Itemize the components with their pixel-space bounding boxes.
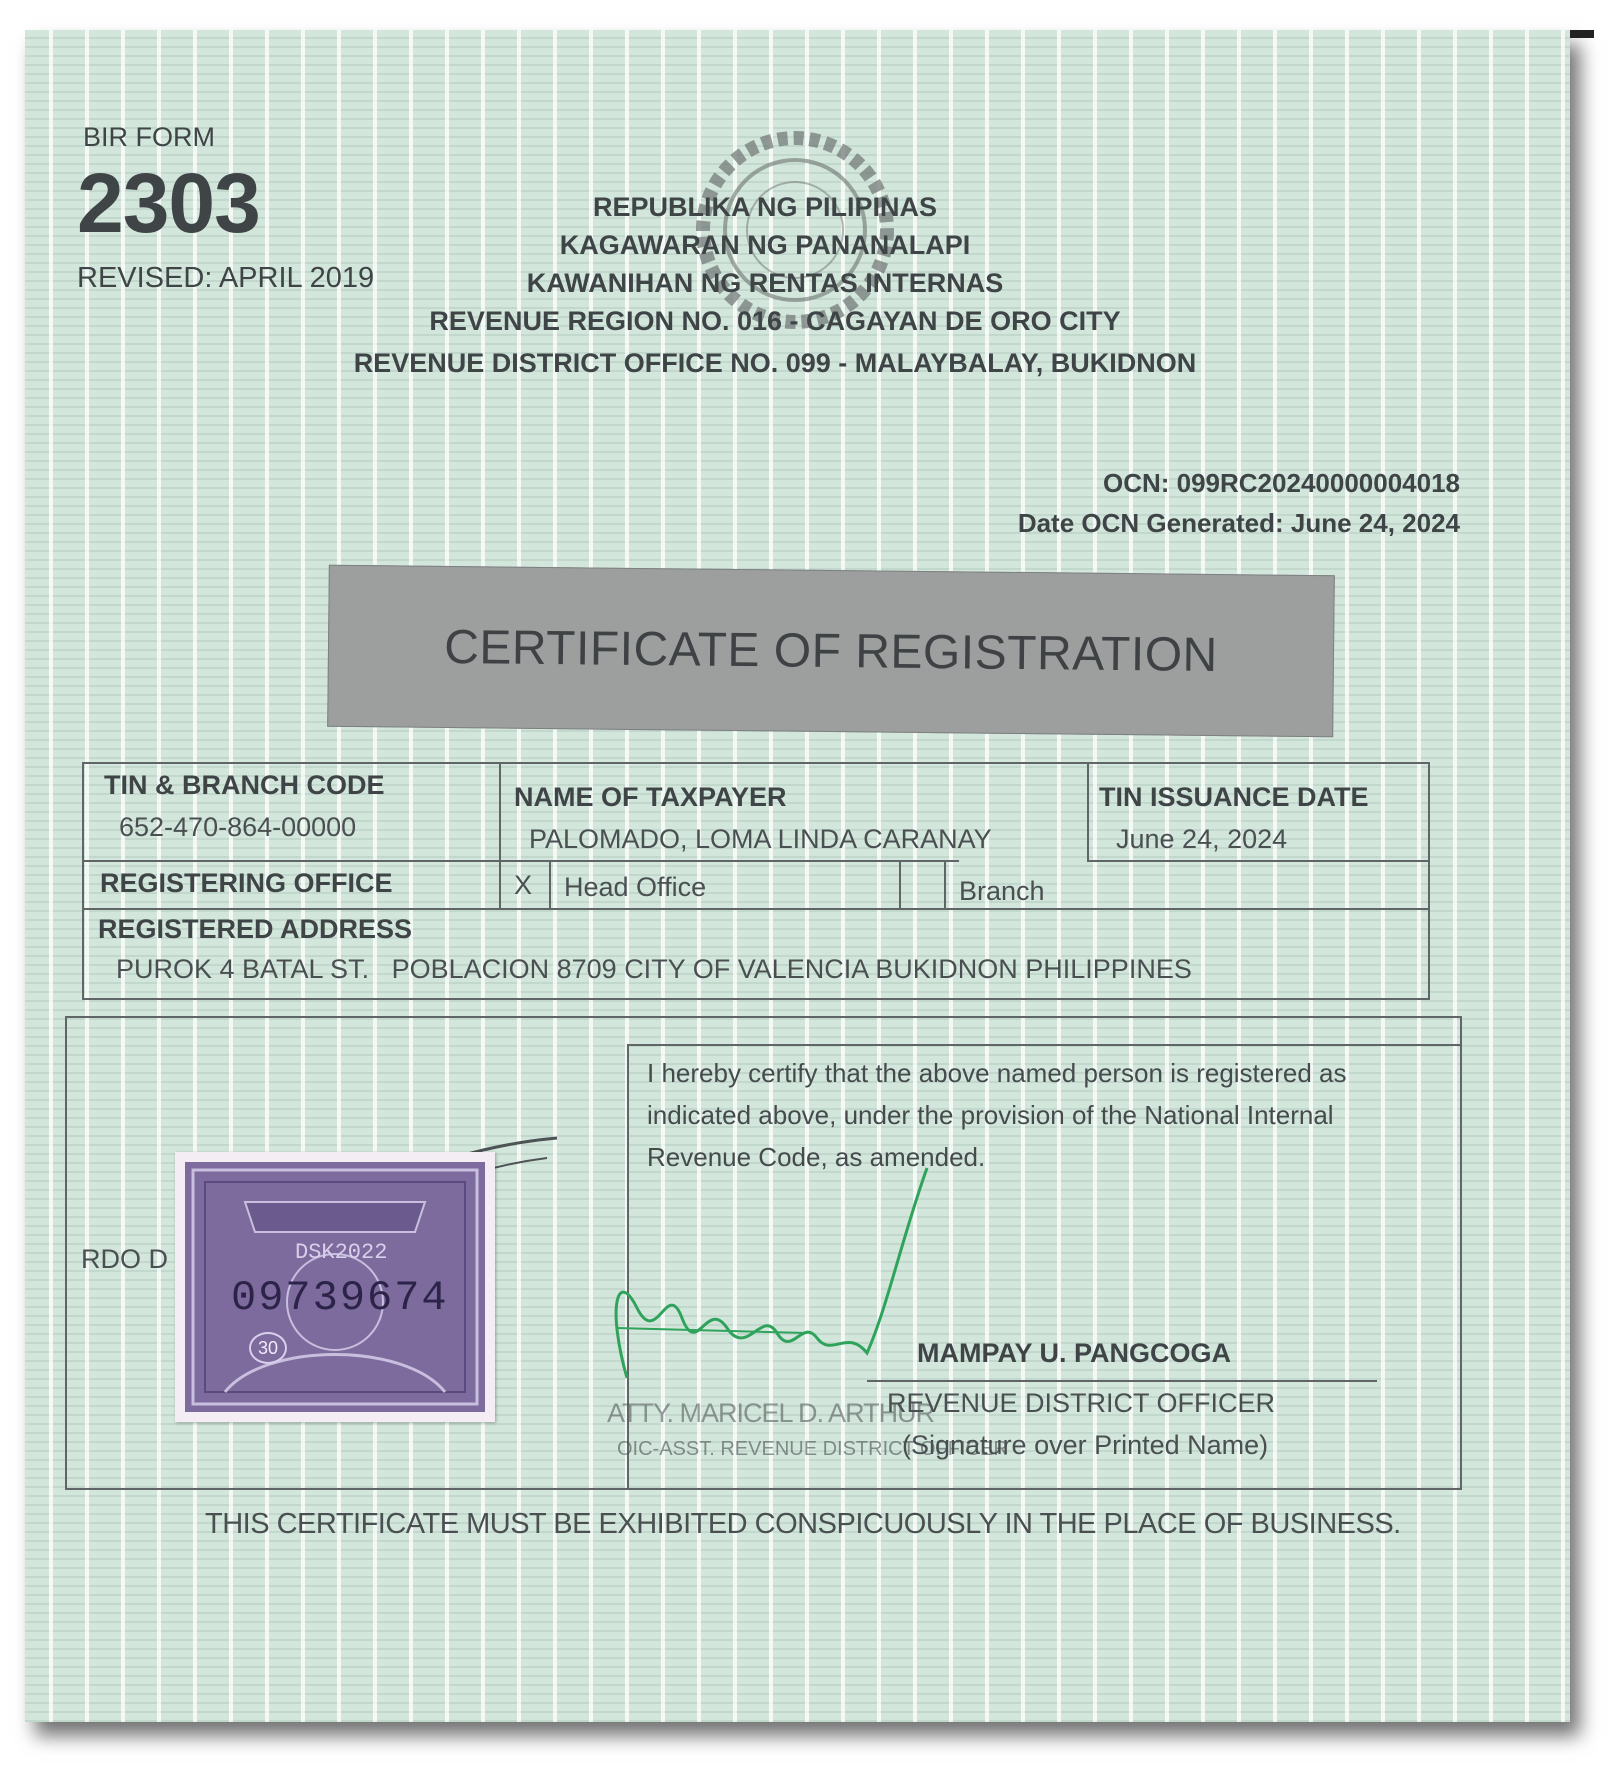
oic-stamp-title: OIC-ASST. REVENUE DISTRICT OFFICER — [617, 1438, 1008, 1460]
certification-statement: I hereby certify that the above named person is registered as indicated above, under the provision of the National Internal Revenue Code, as amended. — [647, 1058, 1347, 1172]
divider — [84, 908, 1428, 910]
divider — [549, 860, 551, 908]
divider — [499, 764, 501, 860]
certificate-title: CERTIFICATE OF REGISTRATION — [443, 620, 1219, 682]
certificate-title-banner — [327, 565, 1335, 738]
divider — [627, 1044, 1460, 1046]
divider — [499, 860, 959, 862]
form-revision: REVISED: APRIL 2019 — [77, 262, 375, 294]
documentary-stamp — [175, 1152, 495, 1422]
taxpayer-name-label: NAME OF TAXPAYER — [514, 782, 787, 812]
signature-line — [867, 1380, 1377, 1382]
divider — [84, 860, 499, 862]
divider — [499, 860, 501, 908]
header-line-4: REVENUE REGION NO. 016 - CAGAYAN DE ORO CITY — [429, 306, 1121, 336]
tin-issuance-label: TIN ISSUANCE DATE — [1099, 782, 1369, 812]
registering-office-label: REGISTERING OFFICE — [100, 868, 393, 898]
header-line-2: KAGAWARAN NG PANANALAPI — [559, 230, 971, 260]
ocn-date: Date OCN Generated: June 24, 2024 — [1017, 508, 1460, 538]
stamp-serial: 09739674 — [231, 1274, 449, 1322]
tin-value: 652-470-864-00000 — [119, 812, 357, 842]
oic-stamp-name: ATTY. MARICEL D. ARTHUR — [607, 1398, 935, 1428]
head-office-label: Head Office — [564, 872, 707, 902]
form-label: BIR FORM — [83, 122, 215, 152]
rdo-label: RDO D — [81, 1244, 168, 1274]
form-number: 2303 — [77, 156, 260, 250]
divider — [1087, 764, 1089, 860]
registered-address-value: PUROK 4 BATAL ST. POBLACION 8709 CITY OF VALENCIA BUKIDNON PHILIPPINES — [116, 954, 1192, 984]
officer-title: REVENUE DISTRICT OFFICER — [887, 1388, 1276, 1418]
certificate-paper — [25, 30, 1570, 1722]
signature-note: (Signature over Printed Name) — [902, 1430, 1269, 1460]
registration-table — [82, 762, 1430, 1000]
header-line-5: REVENUE DISTRICT OFFICE NO. 099 - MALAYBALAY, BUKIDNON — [353, 348, 1197, 378]
divider — [899, 860, 901, 908]
signature-icon — [587, 1158, 937, 1388]
divider — [1087, 860, 1428, 862]
officer-name: MAMPAY U. PANGCOGA — [917, 1338, 1232, 1368]
registered-address-label: REGISTERED ADDRESS — [98, 914, 413, 944]
stamp-series: DSK2022 — [295, 1240, 388, 1265]
ocn-number: OCN: 099RC20240000004018 — [1102, 468, 1460, 498]
header-line-1: REPUBLIKA NG PILIPINAS — [592, 192, 938, 222]
tin-label: TIN & BRANCH CODE — [104, 770, 385, 800]
stamp-face — [185, 1162, 485, 1412]
divider — [944, 860, 946, 908]
stamp-denomination: 30 — [249, 1332, 287, 1364]
header-line-3: KAWANIHAN NG RENTAS INTERNAS — [526, 268, 1004, 298]
paper-corner-shadow — [1570, 30, 1594, 38]
footer-notice: THIS CERTIFICATE MUST BE EXHIBITED CONSPICUOUSLY IN THE PLACE OF BUSINESS. — [205, 1508, 1401, 1540]
branch-label: Branch — [959, 876, 1045, 906]
tin-issuance-value: June 24, 2024 — [1116, 824, 1288, 854]
taxpayer-name-value: PALOMADO, LOMA LINDA CARANAY — [529, 824, 992, 854]
head-office-checkbox: X — [514, 870, 533, 900]
